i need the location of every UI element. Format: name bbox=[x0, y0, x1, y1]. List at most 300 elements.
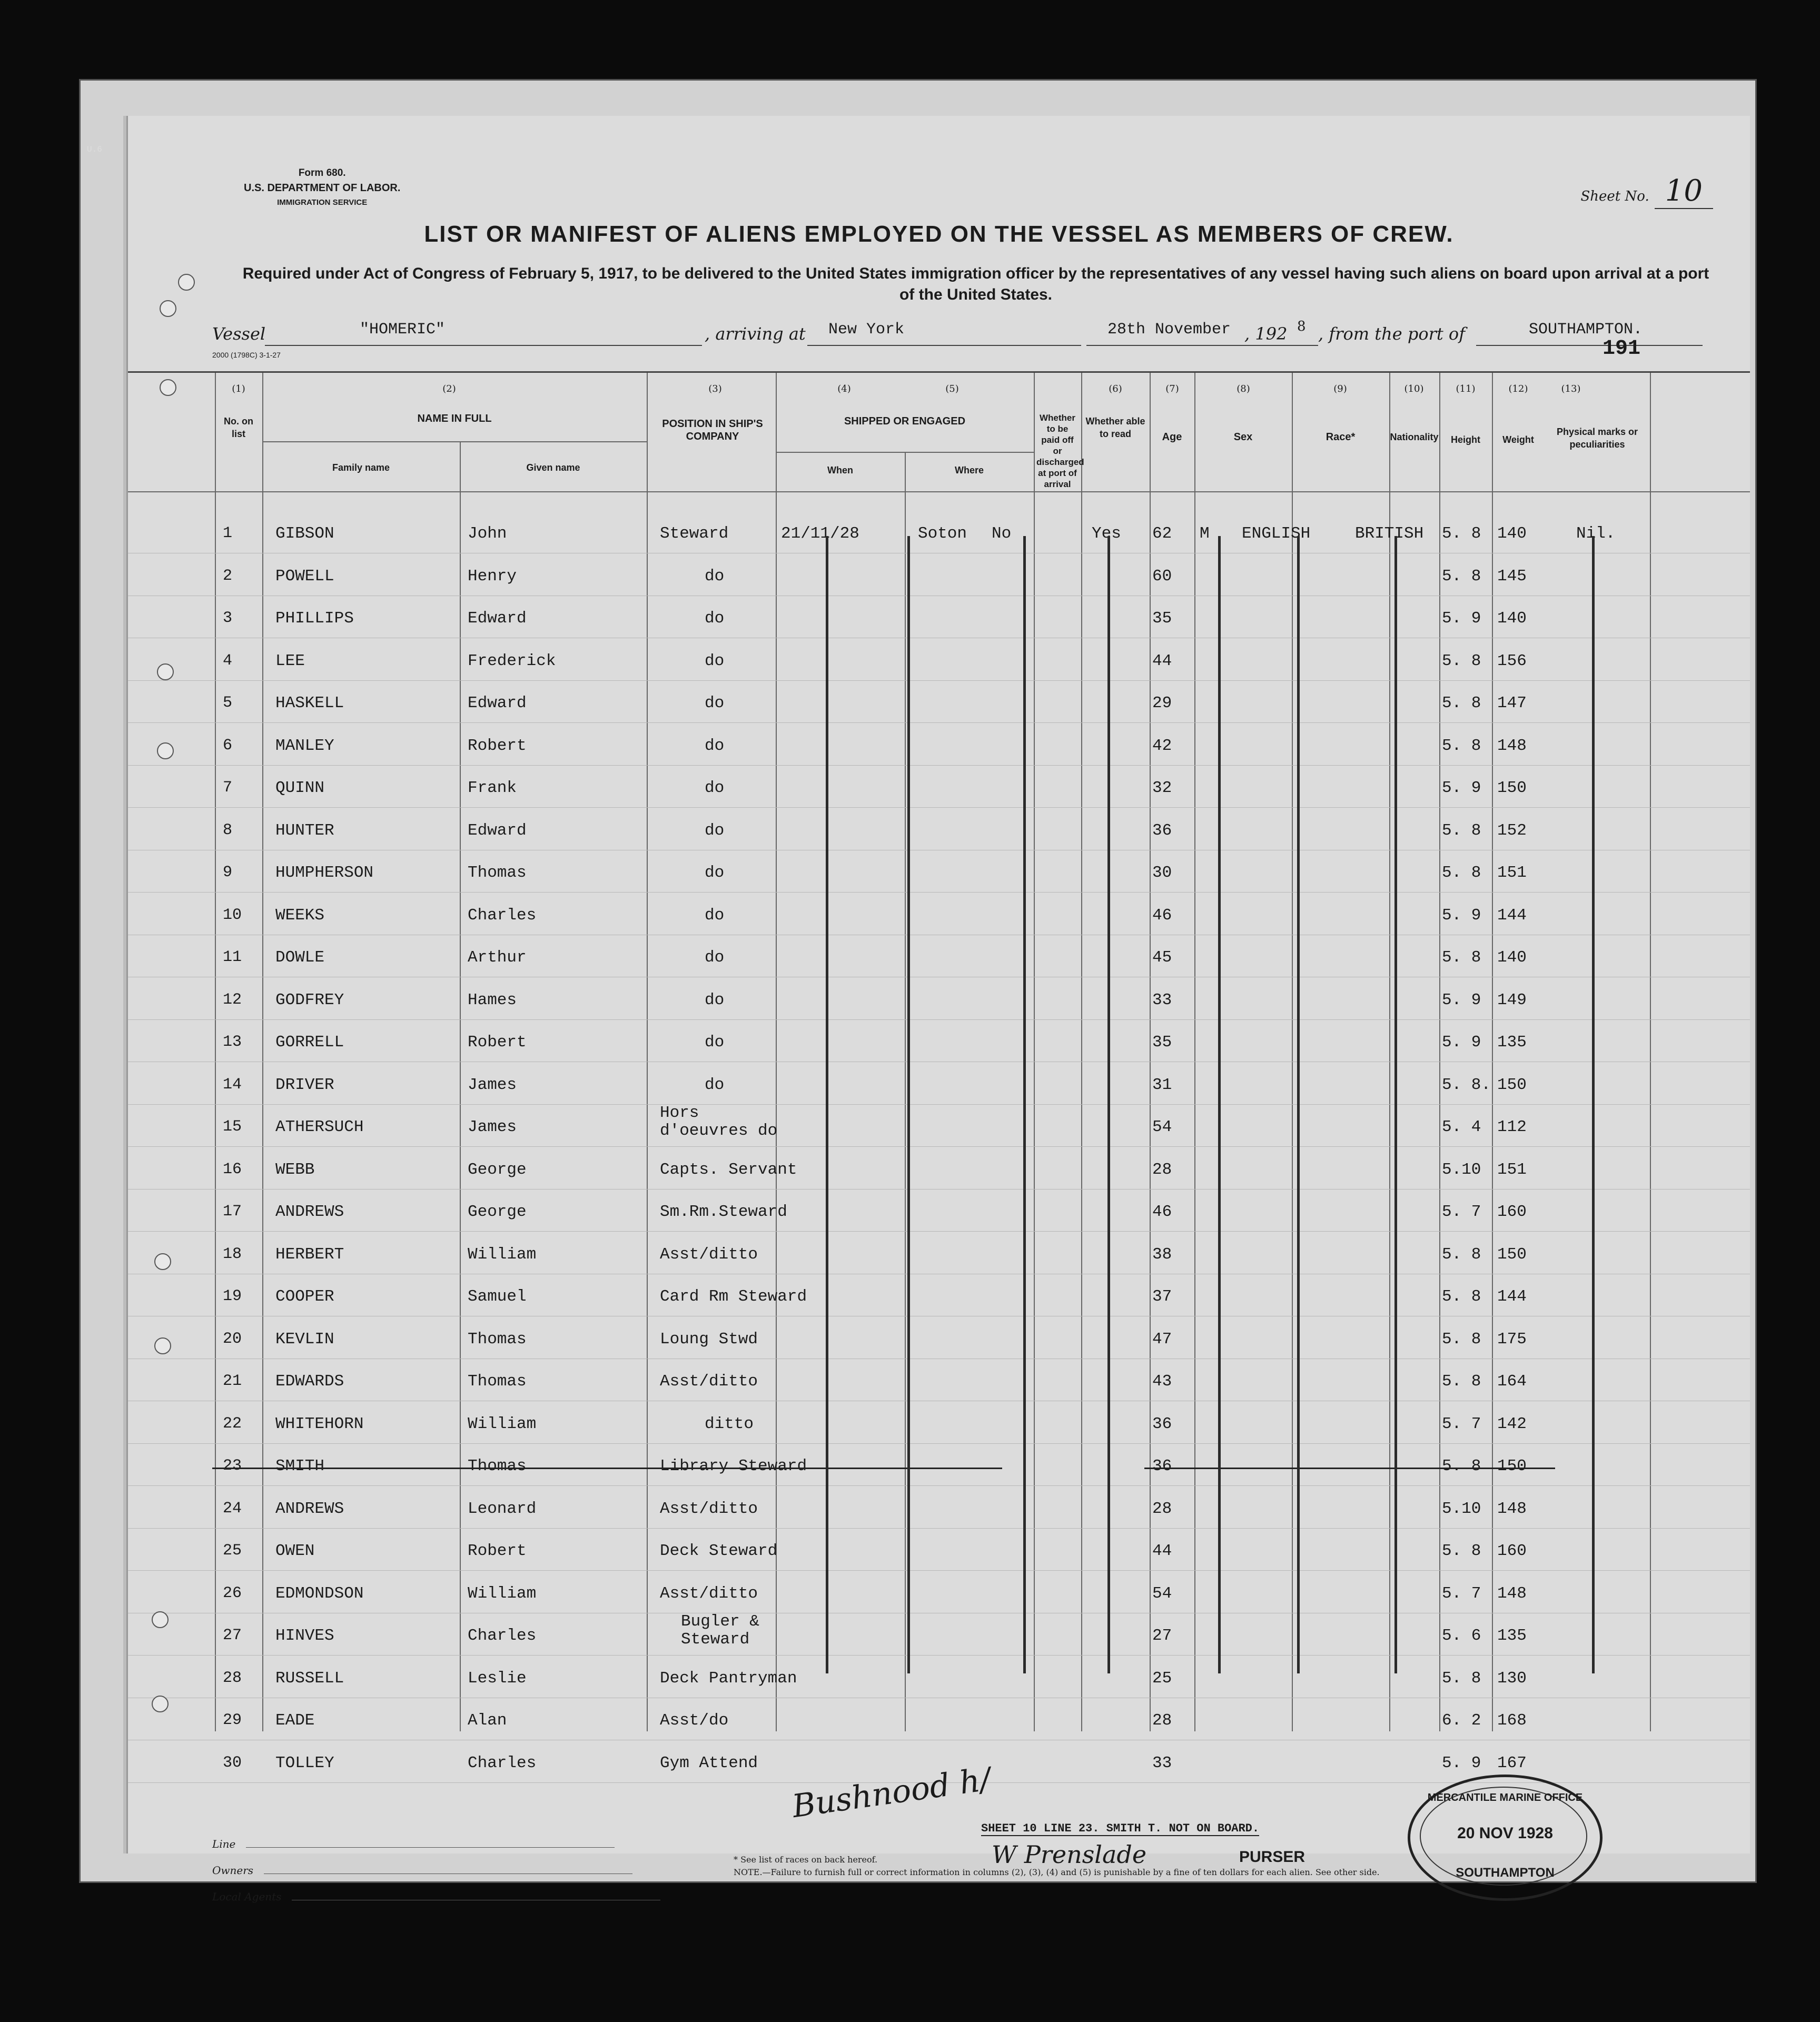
weight: 144 bbox=[1497, 1287, 1527, 1306]
given-name: Robert bbox=[468, 736, 527, 755]
col-num-1: (1) bbox=[232, 383, 245, 394]
height: 5. 8 bbox=[1442, 948, 1481, 967]
row-number: 14 bbox=[223, 1075, 242, 1094]
age: 46 bbox=[1152, 1203, 1172, 1221]
weight: 130 bbox=[1497, 1669, 1527, 1688]
weight: 150 bbox=[1497, 1075, 1527, 1094]
position: Gym Attend bbox=[660, 1753, 758, 1772]
position: Asst/ditto bbox=[660, 1584, 758, 1603]
row-number: 26 bbox=[223, 1584, 242, 1602]
family-name: MANLEY bbox=[275, 736, 334, 755]
position: do bbox=[705, 779, 725, 797]
weight: 135 bbox=[1497, 1627, 1527, 1645]
family-name: SMITH bbox=[275, 1457, 325, 1475]
head-when: When bbox=[827, 465, 853, 475]
mercantile-marine-office-stamp: MERCANTILE MARINE OFFICE 20 NOV 1928 SOUTHAMPTON bbox=[1408, 1775, 1603, 1901]
table-row bbox=[128, 600, 1750, 642]
table-row bbox=[128, 1490, 1750, 1532]
year-label: , 192 bbox=[1244, 324, 1288, 344]
head-height: Height bbox=[1451, 434, 1480, 445]
age: 44 bbox=[1152, 651, 1172, 670]
table-row bbox=[128, 854, 1750, 896]
height: 5. 7 bbox=[1442, 1203, 1481, 1221]
col-num-9: (9) bbox=[1333, 383, 1347, 394]
edge-fragment: U.6 bbox=[87, 145, 102, 154]
position: Library Steward bbox=[660, 1457, 807, 1475]
family-name: GODFREY bbox=[275, 990, 344, 1009]
row-number: 19 bbox=[223, 1287, 242, 1305]
family-name: DRIVER bbox=[275, 1075, 334, 1094]
family-name: WEEKS bbox=[275, 906, 325, 925]
row-number: 4 bbox=[223, 651, 233, 670]
family-name: COOPER bbox=[275, 1287, 334, 1306]
first-row-when: 21/11/28 bbox=[781, 524, 859, 543]
weight: 148 bbox=[1497, 1499, 1527, 1518]
row-number: 16 bbox=[223, 1160, 242, 1178]
position: do bbox=[705, 948, 725, 967]
age: 54 bbox=[1152, 1118, 1172, 1136]
height: 5. 8 bbox=[1442, 821, 1481, 840]
given-name: Edward bbox=[468, 694, 527, 712]
family-name: HERBERT bbox=[275, 1245, 344, 1264]
first-row-where: Soton bbox=[918, 524, 967, 543]
family-name: DOWLE bbox=[275, 948, 325, 967]
position: do bbox=[705, 609, 725, 628]
given-name: William bbox=[468, 1414, 537, 1433]
vessel-label: Vessel bbox=[212, 324, 266, 344]
weight: 150 bbox=[1497, 1457, 1527, 1475]
table-row bbox=[128, 1702, 1750, 1744]
height: 5. 8 bbox=[1442, 736, 1481, 755]
weight: 140 bbox=[1497, 609, 1527, 628]
table-row bbox=[128, 1405, 1750, 1448]
row-number: 28 bbox=[223, 1669, 242, 1687]
vessel-line bbox=[212, 319, 1703, 350]
age: 33 bbox=[1152, 1753, 1172, 1772]
row-number: 1 bbox=[223, 524, 233, 542]
given-name: William bbox=[468, 1584, 537, 1603]
weight: 140 bbox=[1497, 948, 1527, 967]
table-row bbox=[128, 1278, 1750, 1320]
crew-table bbox=[128, 371, 1750, 1816]
punch-hole bbox=[152, 1611, 169, 1628]
row-number: 15 bbox=[223, 1118, 242, 1136]
family-name: ANDREWS bbox=[275, 1499, 344, 1518]
table-row bbox=[128, 769, 1750, 811]
family-name: QUINN bbox=[275, 779, 325, 797]
position: Asst/ditto bbox=[660, 1245, 758, 1264]
table-row bbox=[128, 1660, 1750, 1702]
height: 5.10 bbox=[1442, 1160, 1481, 1179]
handwritten-note: Bushnood h/ bbox=[789, 1760, 993, 1826]
family-name: HUNTER bbox=[275, 821, 334, 840]
table-row bbox=[128, 1575, 1750, 1617]
given-name: Frederick bbox=[468, 651, 556, 670]
given-name: Leonard bbox=[468, 1499, 537, 1518]
strike-through-line bbox=[212, 1468, 1002, 1469]
punch-hole bbox=[157, 663, 174, 680]
table-row bbox=[128, 1363, 1750, 1405]
age: 46 bbox=[1152, 906, 1172, 925]
position: Hors d'oeuvres do bbox=[660, 1104, 778, 1140]
strike-through-line bbox=[1144, 1468, 1555, 1469]
family-name: HUMPHERSON bbox=[275, 864, 374, 882]
first-row-race: ENGLISH bbox=[1242, 524, 1311, 543]
family-name: OWEN bbox=[275, 1542, 315, 1560]
position: Deck Steward bbox=[660, 1542, 778, 1560]
given-name: Thomas bbox=[468, 1457, 527, 1475]
weight: 147 bbox=[1497, 694, 1527, 712]
row-number: 18 bbox=[223, 1245, 242, 1263]
head-read: Whether able to read bbox=[1085, 416, 1145, 439]
age: 54 bbox=[1152, 1584, 1172, 1603]
height: 5. 8 bbox=[1442, 1372, 1481, 1391]
stamp-number: 191 bbox=[1603, 337, 1641, 361]
age: 37 bbox=[1152, 1287, 1172, 1306]
table-row bbox=[128, 1151, 1750, 1193]
position: do bbox=[705, 736, 725, 755]
height: 5. 8 bbox=[1442, 651, 1481, 670]
height: 5. 8 bbox=[1442, 1245, 1481, 1264]
table-row bbox=[128, 558, 1750, 600]
first-row-sex: M bbox=[1200, 524, 1210, 543]
weight: 168 bbox=[1497, 1711, 1527, 1730]
col-num-8: (8) bbox=[1237, 383, 1250, 394]
weight: 149 bbox=[1497, 990, 1527, 1009]
head-paid: Whether to be paid off or discharged at port of arrival bbox=[1036, 413, 1084, 489]
page-title: LIST OR MANIFEST OF ALIENS EMPLOYED ON THE VESSEL AS MEMBERS OF CREW. bbox=[424, 221, 1454, 247]
height: 5. 8 bbox=[1442, 524, 1481, 543]
head-name: NAME IN FULL bbox=[417, 413, 492, 424]
row-number: 6 bbox=[223, 736, 233, 755]
position: Asst/ditto bbox=[660, 1372, 758, 1391]
age: 36 bbox=[1152, 1414, 1172, 1433]
family-name: EDWARDS bbox=[275, 1372, 344, 1391]
height: 5. 8 bbox=[1442, 864, 1481, 882]
family-name: ATHERSUCH bbox=[275, 1118, 364, 1136]
col-num-2: (2) bbox=[442, 383, 456, 394]
form-code: 2000 (1798C) 3-1-27 bbox=[212, 351, 281, 359]
position: ditto bbox=[705, 1414, 754, 1433]
from-port: SOUTHAMPTON. bbox=[1529, 321, 1643, 339]
first-row-paid: No bbox=[992, 524, 1012, 543]
height: 5. 7 bbox=[1442, 1584, 1481, 1603]
sheet-number: Sheet No. 10 bbox=[1580, 174, 1713, 208]
head-nationality: Nationality bbox=[1390, 432, 1439, 442]
punch-hole bbox=[157, 742, 174, 759]
table-row bbox=[128, 1532, 1750, 1574]
given-name: Arthur bbox=[468, 948, 527, 967]
age: 45 bbox=[1152, 948, 1172, 967]
footer-fields bbox=[212, 1838, 660, 1917]
table-row bbox=[128, 1193, 1750, 1235]
position: do bbox=[705, 906, 725, 925]
table-row bbox=[128, 1066, 1750, 1108]
table-row bbox=[128, 897, 1750, 939]
table-row bbox=[128, 1236, 1750, 1278]
family-name: EDMONDSON bbox=[275, 1584, 364, 1603]
table-row bbox=[128, 939, 1750, 981]
form-label bbox=[244, 166, 400, 210]
position: Bugler & Steward bbox=[681, 1612, 759, 1649]
table-row bbox=[128, 1104, 1750, 1151]
age: 36 bbox=[1152, 821, 1172, 840]
family-name: KEVLIN bbox=[275, 1330, 334, 1349]
footer-note: * See list of races on back hereof. NOTE.—Failure to furnish full or correct information in columns (2), (3), (4) and (5) is punishable by a fine of ten dollars for each alien. See other side. bbox=[734, 1855, 1380, 1877]
not-on-board-remark: SHEET 10 LINE 23. SMITH T. NOT ON BOARD. bbox=[981, 1822, 1260, 1835]
row-number: 21 bbox=[223, 1372, 242, 1390]
age: 62 bbox=[1152, 524, 1172, 543]
weight: 164 bbox=[1497, 1372, 1527, 1391]
height: 5. 9 bbox=[1442, 906, 1481, 925]
given-name: Robert bbox=[468, 1033, 527, 1052]
given-name: Frank bbox=[468, 779, 517, 797]
arriving-label: , arriving at bbox=[705, 324, 806, 344]
family-name: RUSSELL bbox=[275, 1669, 344, 1688]
weight: 145 bbox=[1497, 567, 1527, 586]
year-digit: 8 bbox=[1297, 319, 1306, 334]
position: Capts. Servant bbox=[660, 1160, 797, 1179]
height: 5. 9 bbox=[1442, 779, 1481, 797]
punch-hole bbox=[154, 1253, 171, 1270]
row-number: 5 bbox=[223, 694, 233, 712]
position: do bbox=[705, 821, 725, 840]
position: Sm.Rm.Steward bbox=[660, 1203, 787, 1221]
family-name: HASKELL bbox=[275, 694, 344, 712]
weight: 148 bbox=[1497, 1584, 1527, 1603]
table-row bbox=[128, 727, 1750, 769]
family-name: EADE bbox=[275, 1711, 315, 1730]
head-sex: Sex bbox=[1233, 431, 1253, 443]
table-row bbox=[128, 1321, 1750, 1363]
row-number: 25 bbox=[223, 1542, 242, 1560]
given-name: Henry bbox=[468, 567, 517, 586]
row-number: 3 bbox=[223, 609, 233, 627]
weight: 156 bbox=[1497, 651, 1527, 670]
weight: 160 bbox=[1497, 1203, 1527, 1221]
punch-hole bbox=[178, 274, 195, 291]
position: do bbox=[705, 567, 725, 586]
col-num-13: (13) bbox=[1561, 383, 1581, 394]
given-name: James bbox=[468, 1118, 517, 1136]
age: 31 bbox=[1152, 1075, 1172, 1094]
weight: 150 bbox=[1497, 779, 1527, 797]
table-row bbox=[128, 812, 1750, 854]
table-row bbox=[128, 1612, 1750, 1659]
head-given: Given name bbox=[526, 462, 580, 473]
age: 33 bbox=[1152, 990, 1172, 1009]
row-number: 10 bbox=[223, 906, 242, 924]
height: 5. 9 bbox=[1442, 990, 1481, 1009]
height: 5. 8 bbox=[1442, 1542, 1481, 1560]
position: do bbox=[705, 694, 725, 712]
height: 5. 8 bbox=[1442, 1287, 1481, 1306]
family-name: PHILLIPS bbox=[275, 609, 354, 628]
arrival-date: 28th November bbox=[1107, 321, 1231, 339]
family-name: GORRELL bbox=[275, 1033, 344, 1052]
family-name: WHITEHORN bbox=[275, 1414, 364, 1433]
given-name: Samuel bbox=[468, 1287, 527, 1306]
weight: 151 bbox=[1497, 864, 1527, 882]
head-weight: Weight bbox=[1502, 434, 1534, 445]
height: 5. 7 bbox=[1442, 1414, 1481, 1433]
page-subtitle: Required under Act of Congress of February 5, 1917, to be delivered to the United States immigration officer by the representatives of any vessel having such aliens on board upon arrival at a port of the United States. bbox=[242, 265, 1709, 303]
age: 35 bbox=[1152, 1033, 1172, 1052]
age: 30 bbox=[1152, 864, 1172, 882]
height: 5. 6 bbox=[1442, 1627, 1481, 1645]
given-name: James bbox=[468, 1075, 517, 1094]
given-name: Thomas bbox=[468, 1330, 527, 1349]
age: 60 bbox=[1152, 567, 1172, 586]
row-number: 13 bbox=[223, 1033, 242, 1051]
row-number: 29 bbox=[223, 1711, 242, 1729]
age: 44 bbox=[1152, 1542, 1172, 1560]
position: do bbox=[705, 864, 725, 882]
family-name: HINVES bbox=[275, 1627, 334, 1645]
height: 5. 8 bbox=[1442, 694, 1481, 712]
form-number: Form 680. bbox=[298, 167, 346, 179]
head-shipped: SHIPPED OR ENGAGED bbox=[844, 415, 966, 427]
height: 6. 2 bbox=[1442, 1711, 1481, 1730]
height: 5. 8 bbox=[1442, 1330, 1481, 1349]
given-name: Charles bbox=[468, 1753, 537, 1772]
age: 42 bbox=[1152, 736, 1172, 755]
position: Asst/ditto bbox=[660, 1499, 758, 1518]
first-row-read: Yes bbox=[1092, 524, 1121, 543]
given-name: George bbox=[468, 1160, 527, 1179]
family-name: ANDREWS bbox=[275, 1203, 344, 1221]
given-name: Thomas bbox=[468, 1372, 527, 1391]
punch-hole bbox=[154, 1337, 171, 1354]
given-name: William bbox=[468, 1245, 537, 1264]
given-name: Charles bbox=[468, 906, 537, 925]
height: 5. 9 bbox=[1442, 1753, 1481, 1772]
height: 5. 8 bbox=[1442, 567, 1481, 586]
head-family: Family name bbox=[332, 462, 390, 473]
height: 5. 9 bbox=[1442, 609, 1481, 628]
table-row bbox=[128, 642, 1750, 685]
first-row-marks: Nil. bbox=[1576, 524, 1616, 543]
weight: 148 bbox=[1497, 736, 1527, 755]
given-name: Alan bbox=[468, 1711, 507, 1730]
head-where: Where bbox=[954, 465, 984, 475]
given-name: Edward bbox=[468, 609, 527, 628]
first-row-nationality: BRITISH bbox=[1355, 524, 1424, 543]
weight: 144 bbox=[1497, 906, 1527, 925]
age: 38 bbox=[1152, 1245, 1172, 1264]
family-name: WEBB bbox=[275, 1160, 315, 1179]
height: 5. 8 bbox=[1442, 1669, 1481, 1688]
position: do bbox=[705, 1075, 725, 1094]
row-number: 12 bbox=[223, 990, 242, 1009]
weight: 175 bbox=[1497, 1330, 1527, 1349]
position: do bbox=[705, 651, 725, 670]
col-num-7: (7) bbox=[1165, 383, 1179, 394]
family-name: LEE bbox=[275, 651, 305, 670]
row-number: 2 bbox=[223, 567, 233, 585]
purser-label: PURSER bbox=[1239, 1848, 1305, 1866]
head-position: POSITION IN SHIP'S COMPANY bbox=[662, 418, 763, 442]
punch-hole bbox=[160, 379, 176, 396]
given-name: John bbox=[468, 524, 507, 543]
agents-field: Local Agents bbox=[212, 1890, 660, 1903]
weight: 160 bbox=[1497, 1542, 1527, 1560]
head-race: Race* bbox=[1326, 431, 1356, 443]
age: 29 bbox=[1152, 694, 1172, 712]
position: Card Rm Steward bbox=[660, 1287, 807, 1306]
arrival-port: New York bbox=[828, 321, 905, 339]
col-num-11: (11) bbox=[1456, 383, 1476, 394]
given-name: Charles bbox=[468, 1627, 537, 1645]
weight: 112 bbox=[1497, 1118, 1527, 1136]
purser-signature: W Prenslade bbox=[992, 1840, 1147, 1869]
position: do bbox=[705, 1033, 725, 1052]
age: 28 bbox=[1152, 1160, 1172, 1179]
col-num-12: (12) bbox=[1508, 383, 1528, 394]
row-number: 11 bbox=[223, 948, 242, 966]
from-label: , from the port of bbox=[1318, 324, 1466, 344]
position: Deck Pantryman bbox=[660, 1669, 797, 1688]
age: 27 bbox=[1152, 1627, 1172, 1645]
row-number: 24 bbox=[223, 1499, 242, 1518]
table-row bbox=[128, 1024, 1750, 1066]
row-number: 9 bbox=[223, 864, 233, 881]
col-num-3: (3) bbox=[708, 383, 722, 394]
row-number: 8 bbox=[223, 821, 233, 839]
given-name: Leslie bbox=[468, 1669, 527, 1688]
age: 25 bbox=[1152, 1669, 1172, 1688]
head-age: Age bbox=[1162, 431, 1182, 443]
punch-hole bbox=[160, 300, 176, 317]
line-field: Line bbox=[212, 1838, 660, 1850]
family-name: TOLLEY bbox=[275, 1753, 334, 1772]
table-row bbox=[128, 515, 1750, 557]
age: 28 bbox=[1152, 1499, 1172, 1518]
given-name: Edward bbox=[468, 821, 527, 840]
row-number: 30 bbox=[223, 1753, 242, 1772]
vessel-name: "HOMERIC" bbox=[360, 321, 446, 339]
row-number: 20 bbox=[223, 1330, 242, 1348]
given-name: George bbox=[468, 1203, 527, 1221]
position: do bbox=[705, 990, 725, 1009]
table-row bbox=[128, 1448, 1750, 1490]
age: 28 bbox=[1152, 1711, 1172, 1730]
weight: 140 bbox=[1497, 524, 1527, 543]
row-number: 7 bbox=[223, 779, 233, 797]
age: 47 bbox=[1152, 1330, 1172, 1349]
position: Steward bbox=[660, 524, 729, 543]
table-row bbox=[128, 982, 1750, 1024]
age: 35 bbox=[1152, 609, 1172, 628]
col-num-4: (4) bbox=[837, 383, 851, 394]
service: IMMIGRATION SERVICE bbox=[277, 198, 368, 207]
age: 43 bbox=[1152, 1372, 1172, 1391]
height: 5.10 bbox=[1442, 1499, 1481, 1518]
position: Loung Stwd bbox=[660, 1330, 758, 1349]
position: Asst/do bbox=[660, 1711, 729, 1730]
height: 5. 8. bbox=[1442, 1075, 1491, 1094]
given-name: Thomas bbox=[468, 864, 527, 882]
given-name: Hames bbox=[468, 990, 517, 1009]
weight: 135 bbox=[1497, 1033, 1527, 1052]
manifest-page bbox=[126, 116, 1750, 1903]
row-number: 17 bbox=[223, 1203, 242, 1221]
owners-field: Owners bbox=[212, 1864, 660, 1877]
row-number: 23 bbox=[223, 1457, 242, 1475]
height: 5. 4 bbox=[1442, 1118, 1481, 1136]
punch-hole bbox=[152, 1696, 169, 1712]
head-no: No. on list bbox=[224, 416, 253, 439]
